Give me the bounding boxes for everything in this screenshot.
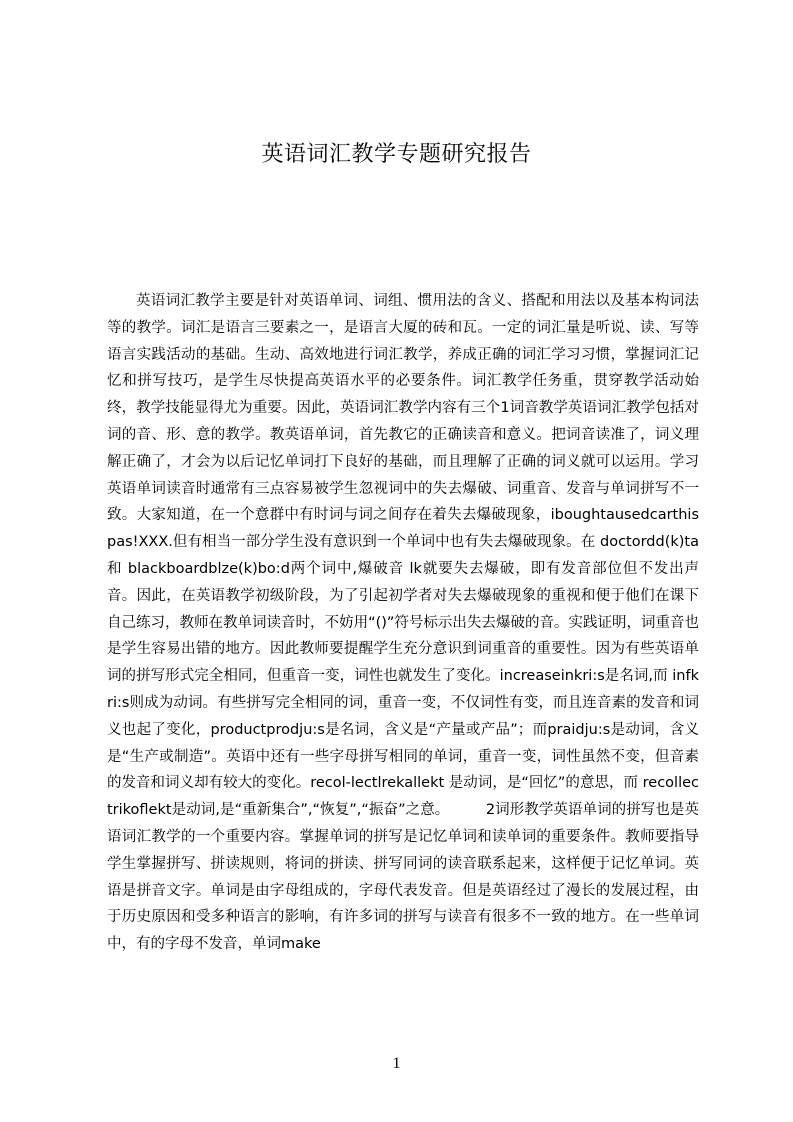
body-paragraph: 英语词汇教学主要是针对英语单词、词组、惯用法的含义、搭配和用法以及基本构词法等的教学。词汇是语言三要素之一，是语言大厦的砖和瓦。一定的词汇量是听说、读、写等语言实践活动的基础。生动、高效地进行词汇教学，养成正确的词汇学习习惯，掌握词汇记忆和拼写技巧，是学生尽快提高英语水平的必要条件。词汇教学任务重，贯穿教学活动始终，教学技能显得尤为重要。因此，英语词汇教学内容有三个1词音教学英语词汇教学包括对词的音、形、意的教学。教英语单词，首先教它的正确读音和意义。把词音读准了，词义理解正确了，才会为以后记忆单词打下良好的基础，而且理解了正确的词义就可以运用。学习英语单词读音时通常有三点容易被学生忽视词中的失去爆破、词重音、发音与单词拼写不一致。大家知道，在一个意群中有时词与词之间存在着失去爆破现象，iboughtausedcarthispas!XXX.但有相当一部分学生没有意识到一个单词中也有失去爆破现象。在 doctordd(k)ta 和 blackboardblze(k)bo:d两个词中,爆破音 lk就要失去爆破，即有发音部位但不发出声音。因此，在英语教学初级阶段，为了引起初学者对失去爆破现象的重视和便于他们在课下自己练习，教师在教单词读音时，不妨用“()”符号标示出失去爆破的音。实践证明，词重音也是学生容易出错的地方。因此教师要提醒学生充分意识到词重音的重要性。因为有些英语单词的拼写形式完全相同，但重音一变，词性也就发生了变化。increaseinkri:s是名词,而 infkri:s则成为动词。有些拼写完全相同的词，重音一变，不仅词性有变，而且连音素的发音和词义也起了变化，productprodju:s是名词，含义是“产量或产品”；而praidju:s是动词，含义是“生产或制造”。英语中还有一些字母拼写相同的单词，重音一变，词性虽然不变，但音素的发音和词义却有较大的变化。recol-lectlrekallekt 是动词，是“回忆”的意思，而 recollectrikoflekt是动词,是“重新集合”,“恢复”,“振奋”之意。 2词形教学英语单词的拼写也是英语词汇教学的一个重要内容。掌握单词的拼写是记忆单词和读单词的重要条件。教师要指导学生掌握拼写、拼读规则，将词的拼读、拼写同词的读音联系起来，这样便于记忆单词。英语是拼音文字。单词是由字母组成的，字母代表发音。但是英语经过了漫长的发展过程，由于历史原因和受多种语言的影响，有许多词的拼写与读音有很多不一致的地方。在一些单词中，有的字母不发音，单词make [107,293,699,953]
page-title: 英语词汇教学专题研究报告 [261,142,532,167]
page-number: 1 [392,1055,401,1072]
